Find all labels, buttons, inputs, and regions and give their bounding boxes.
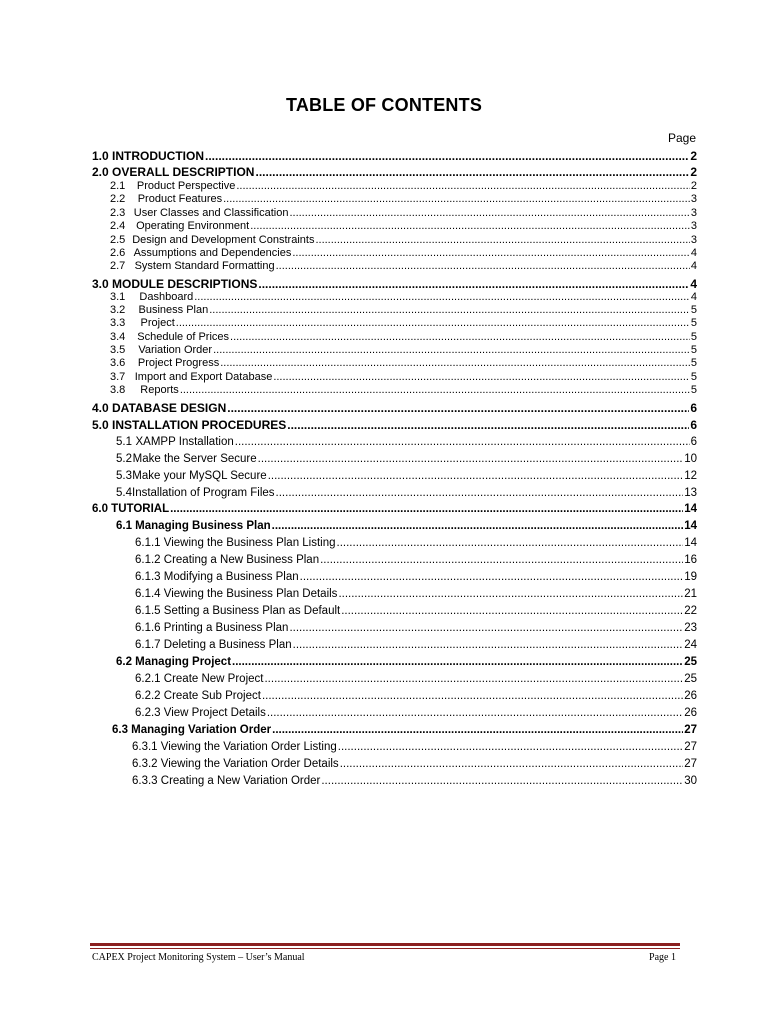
toc-entry-page: 26 (684, 690, 697, 702)
toc-leader-dots (340, 758, 684, 770)
toc-entry-title: 6.1.2 Creating a New Business Plan (135, 554, 320, 566)
toc-entry-title: 6.1.5 Setting a Business Plan as Default (135, 605, 341, 617)
toc-entry-page: 25 (684, 673, 697, 685)
toc-leader-dots (321, 775, 683, 787)
toc-entry[interactable] (135, 639, 697, 651)
toc-leader-dots (230, 331, 690, 343)
toc-entry-title: Project (140, 317, 175, 329)
toc-entry[interactable] (135, 571, 697, 583)
toc-entry-page: 3 (690, 193, 697, 205)
toc-entry-page: 19 (684, 571, 697, 583)
toc-entry-title: 6.2 Managing Project (116, 656, 232, 668)
toc-leader-dots (220, 357, 690, 369)
toc-leader-dots (337, 537, 684, 549)
toc-entry[interactable] (135, 588, 697, 600)
toc-entry[interactable] (112, 724, 697, 736)
toc-entry-title: Design and Development Constraints (132, 234, 315, 246)
toc-entry-title: 2.0 OVERALL DESCRIPTION (92, 165, 255, 179)
toc-entry-number: 3.2 (110, 304, 126, 316)
toc-entry[interactable] (92, 277, 697, 291)
toc-entry-page: 5 (690, 331, 697, 343)
toc-entry-page: 24 (684, 639, 697, 651)
toc-entry-page: 3 (690, 220, 697, 232)
footer-document-title: CAPEX Project Monitoring System – User’s Manual (92, 952, 305, 963)
toc-entry-page: 26 (684, 707, 697, 719)
toc-entry-number: 5.1 (116, 436, 132, 448)
footer-rule-thin (90, 948, 680, 949)
toc-entry-number: 3.7 (110, 371, 126, 383)
toc-leader-dots (341, 605, 683, 617)
toc-leader-dots (213, 344, 690, 356)
toc-entry-page: 21 (684, 588, 697, 600)
toc-entry[interactable] (92, 149, 697, 163)
toc-entry-title: Schedule of Prices (137, 331, 230, 343)
toc-entry[interactable] (92, 418, 697, 432)
toc-entry-title: Assumptions and Dependencies (133, 247, 292, 259)
toc-entry-title: 6.2.1 Create New Project (135, 673, 264, 685)
toc-entry[interactable] (110, 207, 697, 219)
toc-entry-title: 1.0 INTRODUCTION (92, 149, 205, 163)
toc-entry-page: 5 (690, 344, 697, 356)
toc-entry-page: 2 (690, 180, 697, 192)
toc-leader-dots (268, 470, 684, 482)
toc-entry-number: 3.4 (110, 331, 126, 343)
toc-entry[interactable] (116, 436, 697, 448)
toc-entry[interactable] (110, 291, 697, 303)
toc-entry-page: 12 (684, 470, 697, 482)
toc-entry-title: Business Plan (138, 304, 209, 316)
toc-leader-dots (194, 291, 690, 303)
toc-entry-title: 3.0 MODULE DESCRIPTIONS (92, 277, 258, 291)
toc-entry[interactable] (92, 165, 697, 179)
toc-entry[interactable] (116, 453, 697, 465)
toc-entry[interactable] (110, 384, 697, 396)
toc-entry-page: 5 (690, 357, 697, 369)
toc-entry-page: 2 (690, 149, 697, 163)
toc-entry-title: XAMPP Installation (135, 436, 234, 448)
toc-leader-dots (272, 520, 684, 532)
toc-entry-page: 27 (684, 724, 697, 736)
toc-entry-page: 14 (684, 537, 697, 549)
toc-entry-title: 6.2.2 Create Sub Project (135, 690, 261, 702)
toc-entry-title: Product Perspective (136, 180, 236, 192)
toc-entry-number: 2.6 (110, 247, 126, 259)
toc-entry[interactable] (116, 470, 697, 482)
toc-leader-dots (273, 371, 690, 383)
toc-entry-title: 6.1.7 Deleting a Business Plan (135, 639, 292, 651)
toc-entry-title: 6.1 Managing Business Plan (116, 520, 271, 532)
toc-entry-number: 5.2 (116, 453, 132, 465)
toc-leader-dots (258, 453, 684, 465)
toc-entry-page: 6 (690, 418, 697, 432)
toc-leader-dots (264, 673, 683, 685)
toc-entry-title: 6.1.1 Viewing the Business Plan Listing (135, 537, 336, 549)
toc-entry-number: 3.8 (110, 384, 126, 396)
toc-leader-dots (292, 247, 690, 259)
toc-entry[interactable] (110, 193, 697, 205)
toc-entry-title: Make your MySQL Secure (132, 470, 267, 482)
toc-entry-page: 27 (684, 741, 697, 753)
toc-entry-page: 23 (684, 622, 697, 634)
toc-entry-title: 6.2.3 View Project Details (135, 707, 266, 719)
toc-entry-title: Operating Environment (136, 220, 250, 232)
toc-entry-title: Product Features (137, 193, 223, 205)
toc-entry-title: Make the Server Secure (132, 453, 257, 465)
toc-entry-title: Import and Export Database (134, 371, 273, 383)
toc-entry-title: 6.0 TUTORIAL (92, 503, 170, 515)
toc-entry-title: 6.3.1 Viewing the Variation Order Listing (132, 741, 337, 753)
toc-entry-page: 13 (684, 487, 697, 499)
toc-entry-page: 30 (684, 775, 697, 787)
toc-entry[interactable] (110, 344, 697, 356)
toc-entry-page: 14 (684, 520, 697, 532)
toc-entry-page: 4 (690, 260, 697, 272)
toc-entry-page: 5 (690, 371, 697, 383)
toc-leader-dots (289, 207, 689, 219)
toc-entry-title: 6.3.3 Creating a New Variation Order (132, 775, 321, 787)
toc-entry-title: 6.3 Managing Variation Order (112, 724, 272, 736)
toc-leader-dots (287, 418, 689, 432)
toc-entry-title: 6.1.4 Viewing the Business Plan Details (135, 588, 338, 600)
toc-entry-title: 6.1.6 Printing a Business Plan (135, 622, 289, 634)
toc-entry-title: Reports (140, 384, 179, 396)
toc-leader-dots (236, 180, 690, 192)
toc-entry-title: 6.3.2 Viewing the Variation Order Details (132, 758, 339, 770)
toc-entry-title: Installation of Program Files (132, 487, 275, 499)
toc-entry-page: 2 (690, 165, 697, 179)
toc-entry-page: 5 (690, 304, 697, 316)
toc-leader-dots (255, 165, 689, 179)
footer-page-number: Page 1 (649, 952, 676, 963)
toc-entry[interactable] (116, 520, 697, 532)
toc-leader-dots (320, 554, 683, 566)
toc-entry[interactable] (92, 401, 697, 415)
toc-leader-dots (209, 304, 690, 316)
toc-entry-page: 10 (684, 453, 697, 465)
toc-entry-page: 4 (690, 247, 697, 259)
toc-entry-page: 27 (684, 758, 697, 770)
toc-leader-dots (276, 487, 684, 499)
toc-leader-dots (300, 571, 684, 583)
toc-leader-dots (205, 149, 689, 163)
toc-entry[interactable] (110, 260, 697, 272)
toc-entry-page: 16 (684, 554, 697, 566)
toc-entry-number: 3.6 (110, 357, 126, 369)
toc-entry[interactable] (110, 331, 697, 343)
toc-entry-number: 3.5 (110, 344, 126, 356)
toc-entry-number: 2.1 (110, 180, 126, 192)
toc-entry-page: 6 (690, 401, 697, 415)
toc-leader-dots (176, 317, 690, 329)
toc-entry[interactable] (132, 775, 697, 787)
toc-leader-dots (267, 707, 683, 719)
toc-entry-title: Project Progress (137, 357, 220, 369)
toc-entry-page: 14 (684, 503, 697, 515)
toc-entry-number: 5.4 (116, 487, 132, 499)
toc-entry[interactable] (135, 605, 697, 617)
toc-entry-page: 5 (690, 317, 697, 329)
toc-leader-dots (170, 503, 683, 515)
toc-entry[interactable] (135, 707, 697, 719)
toc-entry[interactable] (110, 180, 697, 192)
toc-entry-page: 22 (684, 605, 697, 617)
toc-entry-page: 4 (690, 291, 697, 303)
toc-entry[interactable] (110, 317, 697, 329)
toc-entry-page: 25 (684, 656, 697, 668)
toc-entry-title: System Standard Formatting (134, 260, 275, 272)
toc-entry-page: 5 (690, 384, 697, 396)
toc-leader-dots (180, 384, 690, 396)
toc-entry-number: 2.3 (110, 207, 126, 219)
toc-entry-page: 4 (690, 277, 697, 291)
toc-entry-title: Variation Order (138, 344, 213, 356)
toc-entry-title: 4.0 DATABASE DESIGN (92, 401, 227, 415)
toc-entry-number: 2.7 (110, 260, 126, 272)
toc-leader-dots (250, 220, 690, 232)
toc-entry[interactable] (110, 371, 697, 383)
toc-entry-number: 3.3 (110, 317, 126, 329)
toc-entry-page: 3 (690, 207, 697, 219)
toc-entry[interactable] (135, 673, 697, 685)
toc-entry-number: 5.3 (116, 470, 132, 482)
footer-rule-thick (90, 943, 680, 946)
toc-leader-dots (338, 588, 683, 600)
toc-entry-number: 2.2 (110, 193, 126, 205)
toc-leader-dots (338, 741, 683, 753)
toc-entry[interactable] (110, 304, 697, 316)
toc-entry[interactable] (135, 554, 697, 566)
toc-entry[interactable] (132, 758, 697, 770)
toc-entry-title: 6.1.3 Modifying a Business Plan (135, 571, 299, 583)
toc-entry-number: 2.4 (110, 220, 126, 232)
toc-leader-dots (258, 277, 689, 291)
toc-entry-title: Dashboard (139, 291, 194, 303)
toc-entry-title: 5.0 INSTALLATION PROCEDURES (92, 418, 287, 432)
toc-entry[interactable] (116, 487, 697, 499)
toc-entry[interactable] (116, 656, 697, 668)
toc-leader-dots (227, 401, 689, 415)
toc-leader-dots (276, 260, 690, 272)
toc-leader-dots (293, 639, 684, 651)
toc-entry-page: 6 (690, 436, 697, 448)
toc-entry[interactable] (135, 622, 697, 634)
toc-leader-dots (272, 724, 683, 736)
toc-entry[interactable] (135, 690, 697, 702)
toc-leader-dots (262, 690, 683, 702)
toc-entry[interactable] (92, 503, 697, 515)
toc-entry[interactable] (110, 234, 697, 246)
toc-title: TABLE OF CONTENTS (285, 95, 483, 115)
toc-leader-dots (315, 234, 689, 246)
page-column-header: Page (667, 131, 696, 145)
toc-entry[interactable] (135, 537, 697, 549)
toc-entry-title: User Classes and Classification (133, 207, 289, 219)
toc-leader-dots (289, 622, 683, 634)
toc-entry-page: 3 (690, 234, 697, 246)
toc-entry[interactable] (110, 247, 697, 259)
toc-leader-dots (235, 436, 690, 448)
toc-leader-dots (232, 656, 683, 668)
toc-leader-dots (223, 193, 690, 205)
toc-entry[interactable] (110, 220, 697, 232)
toc-entry[interactable] (110, 357, 697, 369)
toc-entry-number: 2.5 (110, 234, 126, 246)
toc-entry-number: 3.1 (110, 291, 126, 303)
toc-entry[interactable] (132, 741, 697, 753)
